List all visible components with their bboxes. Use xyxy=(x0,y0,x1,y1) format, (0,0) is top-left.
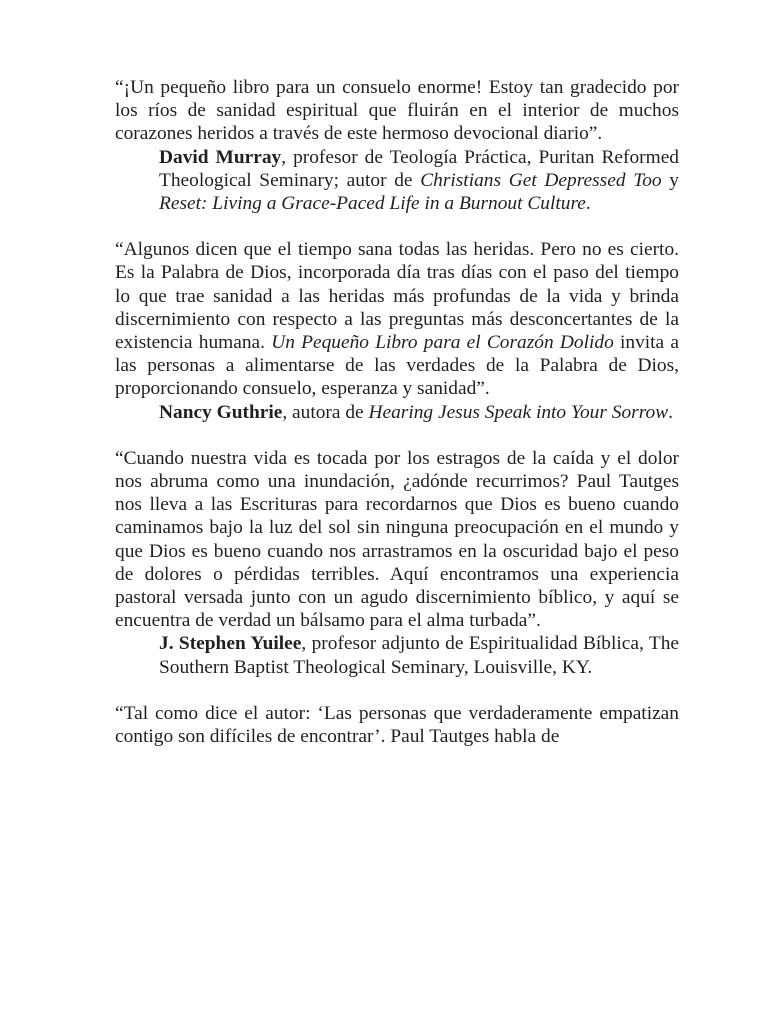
quote-text: “Algunos dicen que el tiempo sana todas las heridas. Pero no es cierto. Es la Palabra de Dios, incorporada día tras días con el paso del tiempo lo que trae sanidad a las heridas más profundas de la vida y brinda discernimiento con respecto a las preguntas más desconcertantes de la existencia humana. xyxy=(115,239,679,354)
endorsement-nancy-guthrie xyxy=(115,238,679,424)
endorsement-stephen-yuilee xyxy=(115,447,679,679)
book-title: Hearing Jesus Speak into Your Sorrow xyxy=(368,401,669,423)
endorsement-quote: “Tal como dice el autor: ‘Las personas que verdaderamente empatizan contigo son difíciles de encontrar’. Paul Tautges habla de xyxy=(115,702,679,748)
endorsement-quote: “Cuando nuestra vida es tocada por los estragos de la caída y el dolor nos abruma como una inundación, ¿adónde recurrimos? Paul Tautges nos lleva a las Escrituras para recordarnos que Dios es bueno cuando caminamos bajo la luz del sol sin ninguna preocupación en el mundo y que Dios es bueno cuando nos arrastramos en la oscuridad bajo el peso de dolores o pérdidas terribles. Aquí encontramos una experiencia pastoral versada junto con un agudo discernimiento bíblico, y aquí se encuentra de verdad un bálsamo para el alma turbada”. xyxy=(115,447,679,632)
endorsement-david-murray xyxy=(115,76,679,215)
author-role: , autora de xyxy=(282,401,369,423)
endorsement-partial xyxy=(115,702,679,748)
attribution-connector: y xyxy=(661,169,679,191)
page-body xyxy=(115,76,679,771)
attribution-end: . xyxy=(585,193,591,215)
book-title: Un Pequeño Libro para el Corazón Dolido xyxy=(271,332,614,354)
author-name: J. Stephen Yuilee xyxy=(159,633,302,655)
endorsement-quote: “¡Un pequeño libro para un consuelo enorme! Estoy tan gradecido por los ríos de sanidad espiritual que fluirán en el interior de muchos corazones heridos a través de este hermoso devocional diario”. xyxy=(115,77,679,145)
endorsement-attribution xyxy=(159,632,679,678)
endorsement-quote xyxy=(115,238,679,400)
endorsement-attribution xyxy=(159,146,679,216)
book-title: Christians Get Depressed Too xyxy=(420,169,662,191)
author-role: , profesor de Teología Práctica, Puritan Reformed Theological Seminary; autor de xyxy=(159,146,679,191)
endorsement-attribution xyxy=(159,401,679,424)
book-title: Reset: Living a Grace-Paced Life in a Burnout Culture xyxy=(159,193,586,215)
attribution-end: . xyxy=(668,401,674,423)
quote-text: invita a las personas a alimentarse de las verdades de la Palabra de Dios, proporcionando consuelo, esperanza y sanidad”. xyxy=(115,332,679,400)
author-name: David Murray xyxy=(159,146,282,168)
author-name: Nancy Guthrie xyxy=(159,401,283,423)
author-role: , profesor adjunto de Espiritualidad Bíblica, The Southern Baptist Theological Seminary, Louisville, KY. xyxy=(159,633,680,678)
